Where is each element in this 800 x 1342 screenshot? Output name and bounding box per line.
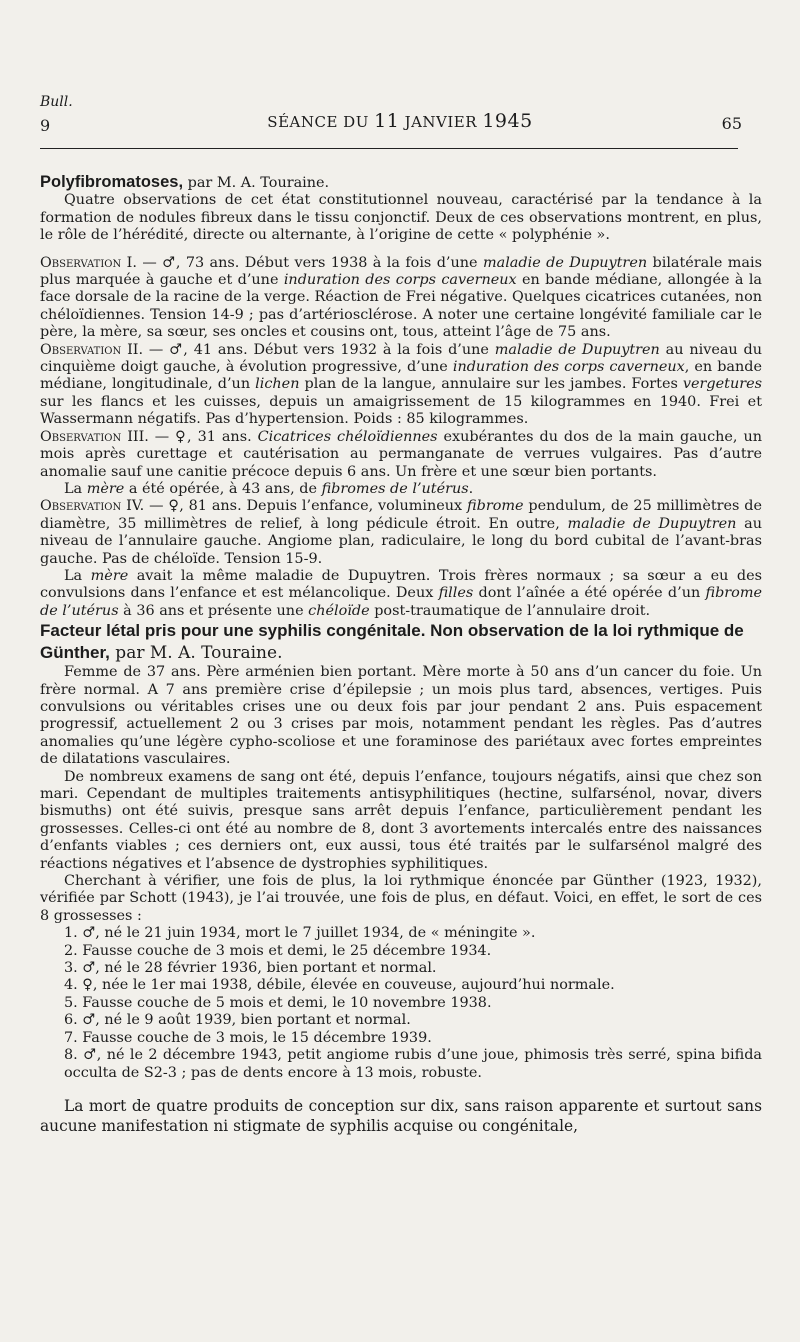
article2-paragraph-1: Femme de 37 ans. Père arménien bien portant. Mère morte à 50 ans d’un cancer du foie. Un frère normal. A 7 ans première crise d’épilepsie ; un mois plus tard, absences, vertiges. Puis convulsions ou véritables crises une ou deux fois par jour pendant 2 ans. Puis espacement progressif, actuellement 2 ou 3 crises par mois, notamment pendant les règles. Pas d’autres anomalies qu’une légère cypho-scoliose et une foraminose des pariétaux avec fortes empreintes de dilatations vasculaires. — [40, 664, 762, 768]
list-item: 5. Fausse couche de 5 mois et demi, le 10 novembre 1938. — [64, 994, 492, 1011]
running-header — [0, 110, 800, 132]
volume-number: 9 — [40, 116, 51, 135]
article2-paragraph-3: Cherchant à vérifier, une fois de plus, la loi rythmique énoncée par Günther (1923, 1932), vérifiée par Schott (1943), je l’ai trouvée, une fois de plus, en défaut. Voici, en effet, le sort de ces 8 grossesses : — [40, 873, 762, 924]
header-rule — [40, 148, 738, 149]
running-year: 1945 — [482, 110, 533, 132]
list-item: 2. Fausse couche de 3 mois et demi, le 25 décembre 1934. — [64, 942, 492, 959]
page-number: 65 — [721, 114, 742, 133]
observation-3-family: La mère a été opérée, à 43 ans, de fibromes de l’utérus. — [64, 480, 474, 497]
page-body — [40, 174, 762, 1136]
article1-heading — [40, 174, 762, 192]
running-pre: SÉANCE DU — [267, 113, 375, 131]
pregnancy-list — [40, 925, 762, 1082]
list-item: 1. ♂, né le 21 juin 1934, mort le 7 juillet 1934, de « méningite ». — [64, 925, 536, 942]
article2-conclusion: La mort de quatre produits de conception sur dix, sans raison apparente et surtout sans aucune manifestation ni stigmate de syphilis acquise ou congénitale, — [40, 1096, 762, 1135]
running-day: 11 — [374, 110, 400, 132]
article1-byline: par M. A. Touraine. — [187, 175, 330, 191]
journal-abbrev: Bull. — [40, 94, 73, 110]
observation-4-family: La mère avait la même maladie de Dupuytren. Trois frères normaux ; sa sœur a eu des convulsions dans l’enfance et est mélancolique. Deux filles dont l’aînée a été opérée d’un fibrome de l’utérus à 36 ans et présente une chéloïde post-traumatique de l’annulaire droit. — [40, 567, 762, 619]
list-item: 7. Fausse couche de 3 mois, le 15 décembre 1939. — [64, 1029, 432, 1046]
article2-title: Facteur létal pris pour une syphilis congénitale. Non observation de la loi rythmique de Günther, — [40, 621, 744, 663]
observation-4: Observation IV. — ♀, 81 ans. Depuis l’enfance, volumineux fibrome pendulum, de 25 millimètres de diamètre, 35 millimètres de relief, à long pédicule étroit. En outre, maladie de Dupuytren au niveau de l’annulaire gauche. Angiome plan, radiculaire, le long du bord cubital de l’avant-bras gauche. Pas de chéloïde. Tension 15-9. — [40, 498, 762, 567]
article1-title: Polyfibromatoses, — [40, 173, 184, 191]
list-item: 3. ♂, né le 28 février 1936, bien portant et normal. — [64, 960, 437, 977]
list-item: 8. ♂, né le 2 décembre 1943, petit angiome rubis d’une joue, phimosis très serré, spina bifida occulta de S2-3 ; pas de dents encore à 13 mois, robuste. — [64, 1047, 762, 1081]
observation-3: Observation III. — ♀, 31 ans. Cicatrices chéloïdiennes exubérantes du dos de la main gauche, un mois après curettage et cautérisation au permanganate de verrues vulgaires. Pas d’autre anomalie sauf une canitie précoce depuis 6 ans. Un frère et une sœur bien portants. — [40, 428, 762, 480]
observation-2: Observation II. — ♂, 41 ans. Début vers 1932 à la fois d’une maladie de Dupuytren au niveau du cinquième doigt gauche, à évolution progressive, d’une induration des corps caverneux, en bande médiane, longitudinale, d’un lichen plan de la langue, annulaire sur les jambes. Fortes vergetures sur les flancs et les cuisses, depuis un amaigrissement de 15 kilogrammes en 1940. Frei et Wassermann négatifs. Pas d’hypertension. Poids : 85 kilogrammes. — [40, 341, 763, 428]
article2-paragraph-2: De nombreux examens de sang ont été, depuis l’enfance, toujours négatifs, ainsi que chez son mari. Cependant de multiples traitements antisyphilitiques (hectine, sulfarsénol, novar, divers bismuths) ont été suivis, presque sans arrêt depuis l’enfance, particulièrement pendant les grossesses. Celles-ci ont été au nombre de 8, dont 3 avortements intercalés entre des naissances d’enfants viables ; ces derniers ont, eux aussi, tous été traités par le sulfarsénol malgré des réactions négatives et l’absence de dystrophies syphilitiques. — [40, 768, 762, 872]
list-item: 4. ♀, née le 1er mai 1938, débile, élevée en couveuse, aujourd’hui normale. — [64, 977, 615, 994]
list-item: 6. ♂, né le 9 août 1939, bien portant et normal. — [64, 1012, 411, 1029]
running-mid: JANVIER — [399, 113, 483, 131]
article2-byline: par M. A. Touraine. — [109, 643, 283, 664]
observations — [40, 255, 762, 621]
article1-intro: Quatre observations de cet état constitutionnel nouveau, caractérisé par la tendance à la formation de nodules fibreux dans le tissu conjonctif. Deux de ces observations montrent, en plus, le rôle de l’hérédité, directe ou alternante, à l’origine de cette « polyphénie ». — [40, 192, 762, 244]
article2-heading — [40, 620, 762, 664]
observation-1: Observation I. — ♂, 73 ans. Début vers 1938 à la fois d’une maladie de Dupuytren bilatérale mais plus marquée à gauche et d’une induration des corps caverneux en bande médiane, allongée à la face dorsale de la racine de la verge. Réaction de Frei négative. Quelques cicatrices cutanées, non chéloïdiennes. Tension 14-9 ; pas d’artériosclérose. A noter une certaine longévité familiale car le père, la mère, sa sœur, ses oncles et cousins ont, tous, atteint l’âge de 75 ans. — [40, 254, 762, 341]
